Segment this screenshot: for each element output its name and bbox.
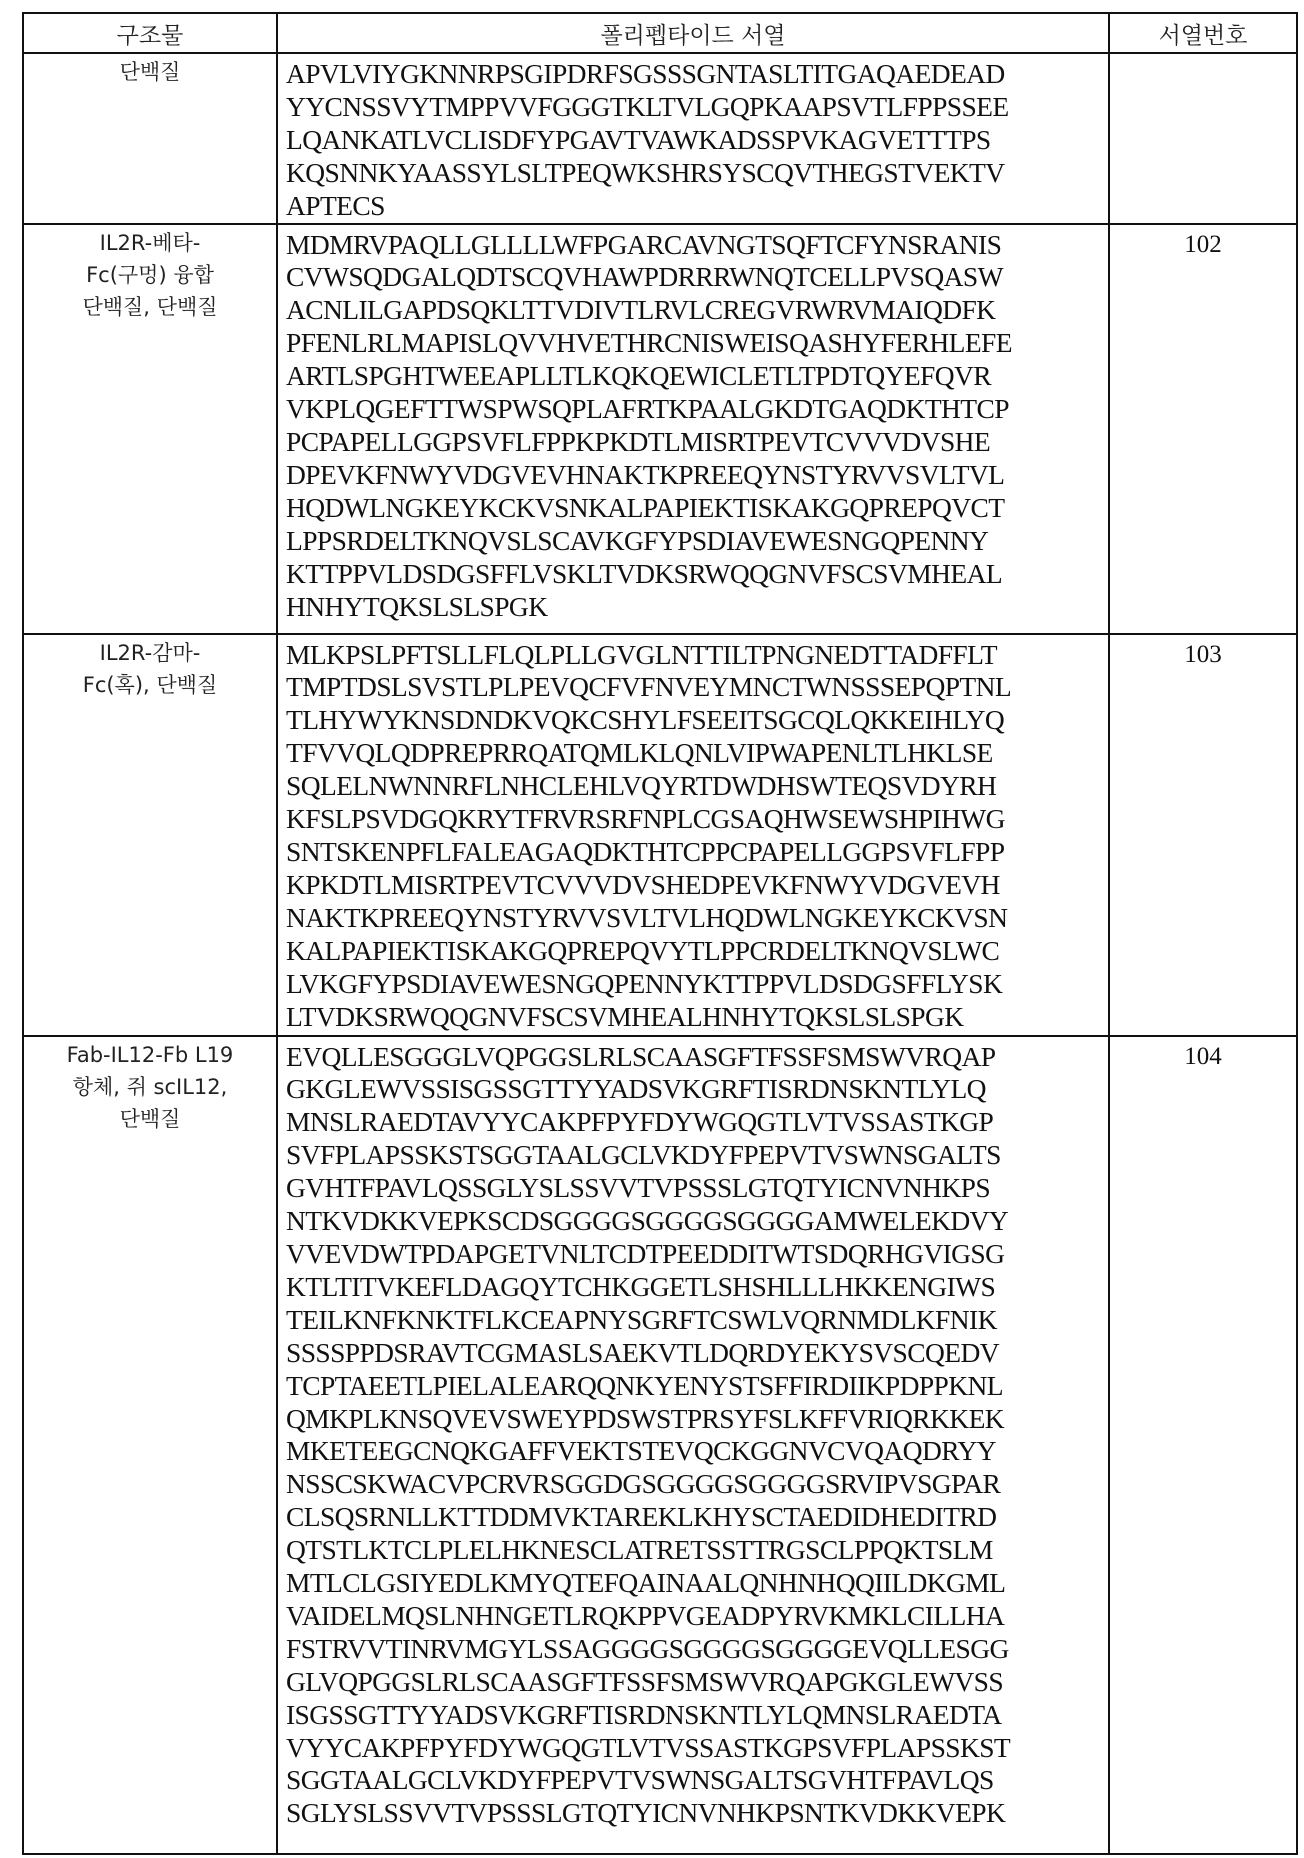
sequence-line: EVQLLESGGGLVQPGGSLRLSCAASGFTFSSFSMSWVRQAP <box>286 1041 1108 1074</box>
sequence-line: QTSTLKTCLPLELHKNESCLATRETSSTTRGSCLPPQKTSLM <box>286 1534 1108 1567</box>
sequence-line: VYYCAKPFPYFDYWGQGTLVTVSSASTKGPSVFPLAPSSKST <box>286 1732 1108 1765</box>
sequence-line: ISGSSGTTYYADSVKGRFTISRDNSKNTLYLQMNSLRAEDTA <box>286 1699 1108 1732</box>
sequence-line: TMPTDSLSVSTLPLPEVQCFVFNVEYMNCTWNSSSEPQPTNL <box>286 671 1108 704</box>
sequence-line: MNSLRAEDTAVYYCAKPFPYFDYWGQGTLVTVSSASTKGP <box>286 1106 1108 1139</box>
sequence-line: CVWSQDGALQDTSCQVHAWPDRRRWNQTCELLPVSQASW <box>286 261 1108 294</box>
construct-name-line: Fc(구멍) 융합 <box>24 259 276 291</box>
construct-name <box>23 634 277 1036</box>
polypeptide-sequence <box>277 1036 1109 1854</box>
sequence-line: FSTRVVTINRVMGYLSSAGGGGSGGGGSGGGGEVQLLESGG <box>286 1633 1108 1666</box>
sequence-line: QMKPLKNSQVEVSWEYPDSWSTPRSYFSLKFFVRIQRKKEK <box>286 1403 1108 1436</box>
polypeptide-sequence <box>277 634 1109 1036</box>
sequence-line: TLHYWYKNSDNDKVQKCSHYLFSEEITSGCQLQKKEIHLYQ <box>286 704 1108 737</box>
sequence-line: ACNLILGAPDSQKLTTVDIVTLRVLCREGVRWRVMAIQDFK <box>286 294 1108 327</box>
construct-name-line: 단백질 <box>24 56 276 88</box>
construct-name-line: Fc(혹), 단백질 <box>24 669 276 701</box>
sequence-line: KTTPPVLDSDGSFFLVSKLTVDKSRWQQGNVFSCSVMHEAL <box>286 558 1108 591</box>
sequence-line: NAKTKPREEQYNSTYRVVSVLTVLHQDWLNGKEYKCKVSN <box>286 902 1108 935</box>
sequence-line: NSSCSKWACVPCRVRSGGDGSGGGGSGGGGSRVIPVSGPAR <box>286 1468 1108 1501</box>
table-row <box>23 53 1297 224</box>
sequence-line: PFENLRLMAPISLQVVHVETHRCNISWEISQASHYFERHLEFE <box>286 327 1108 360</box>
sequence-line: MTLCLGSIYEDLKMYQTEFQAINAALQNHNHQQIILDKGML <box>286 1567 1108 1600</box>
sequence-line: APVLVIYGKNNRPSGIPDRFSGSSSGNTASLTITGAQAEDEAD <box>286 58 1108 91</box>
table-header-row <box>23 13 1297 53</box>
table-row <box>23 224 1297 634</box>
construct-name <box>23 53 277 224</box>
construct-name <box>23 1036 277 1854</box>
sequence-line: SNTSKENPFLFALEAGAQDKTHTCPPCPAPELLGGPSVFLFPP <box>286 836 1108 869</box>
sequence-line: GKGLEWVSSISGSSGTTYYADSVKGRFTISRDNSKNTLYLQ <box>286 1073 1108 1106</box>
construct-name-line: Fab-IL12-Fb L19 <box>24 1039 276 1071</box>
header-sequence: 폴리펩타이드 서열 <box>277 13 1109 53</box>
construct-name-line: IL2R-베타- <box>24 227 276 259</box>
sequence-line: MKETEEGCNQKGAFFVEKTSTEVQCKGGNVCVQAQDRYY <box>286 1435 1108 1468</box>
sequence-line: TFVVQLQDPREPRRQATQMLKLQNLVIPWAPENLTLHKLSE <box>286 737 1108 770</box>
sequence-line: APTECS <box>286 190 1108 223</box>
sequence-table <box>22 12 1298 1855</box>
sequence-line: KQSNNKYAASSYLSLTPEQWKSHRSYSCQVTHEGSTVEKTV <box>286 157 1108 190</box>
sequence-line: YYCNSSVYTMPPVVFGGGTKLTVLGQPKAAPSVTLFPPSSEE <box>286 91 1108 124</box>
sequence-line: SGLYSLSSVVTVPSSSLGTQTYICNVNHKPSNTKVDKKVEPK <box>286 1797 1108 1830</box>
sequence-line: SGGTAALGCLVKDYFPEPVTVSWNSGALTSGVHTFPAVLQS <box>286 1764 1108 1797</box>
sequence-line: LPPSRDELTKNQVSLSCAVKGFYPSDIAVEWESNGQPENNY <box>286 525 1108 558</box>
seq-id-number: 104 <box>1109 1036 1297 1854</box>
sequence-line: MLKPSLPFTSLLFLQLPLLGVGLNTTILTPNGNEDTTADFFLT <box>286 639 1108 672</box>
sequence-line: SQLELNWNNRFLNHCLEHLVQYRTDWDHSWTEQSVDYRH <box>286 770 1108 803</box>
sequence-line: HQDWLNGKEYKCKVSNKALPAPIEKTISKAKGQPREPQVCT <box>286 492 1108 525</box>
sequence-line: GLVQPGGSLRLSCAASGFTFSSFSMSWVRQAPGKGLEWVSS <box>286 1666 1108 1699</box>
table-row <box>23 1036 1297 1854</box>
header-seq-id: 서열번호 <box>1109 13 1297 53</box>
sequence-line: DPEVKFNWYVDGVEVHNAKTKPREEQYNSTYRVVSVLTVL <box>286 459 1108 492</box>
sequence-line: VAIDELMQSLNHNGETLRQKPPVGEADPYRVKMKLCILLHA <box>286 1600 1108 1633</box>
sequence-line: MDMRVPAQLLGLLLLWFPGARCAVNGTSQFTCFYNSRANIS <box>286 229 1108 262</box>
header-construct: 구조물 <box>23 13 277 53</box>
sequence-line: VKPLQGEFTTWSPWSQPLAFRTKPAALGKDTGAQDKTHTCP <box>286 393 1108 426</box>
sequence-line: TEILKNFKNKTFLKCEAPNYSGRFTCSWLVQRNMDLKFNIK <box>286 1304 1108 1337</box>
sequence-line: VVEVDWTPDAPGETVNLTCDTPEEDDITWTSDQRHGVIGSG <box>286 1238 1108 1271</box>
construct-name-line: IL2R-감마- <box>24 637 276 669</box>
sequence-line: CLSQSRNLLKTTDDMVKTAREKLKHYSCTAEDIDHEDITRD <box>286 1501 1108 1534</box>
sequence-line: SVFPLAPSSKSTSGGTAALGCLVKDYFPEPVTVSWNSGALTS <box>286 1139 1108 1172</box>
sequence-line: KALPAPIEKTISKAKGQPREPQVYTLPPCRDELTKNQVSLWC <box>286 935 1108 968</box>
sequence-line: NTKVDKKVEPKSCDSGGGGSGGGGSGGGGAMWELEKDVY <box>286 1205 1108 1238</box>
sequence-line: HNHYTQKSLSLSPGK <box>286 591 1108 624</box>
polypeptide-sequence <box>277 53 1109 224</box>
sequence-line: KFSLPSVDGQKRYTFRVRSRFNPLCGSAQHWSEWSHPIHWG <box>286 803 1108 836</box>
table-row <box>23 634 1297 1036</box>
sequence-line: SSSSPPDSRAVTCGMASLSAEKVTLDQRDYEKYSVSCQEDV <box>286 1337 1108 1370</box>
sequence-line: KPKDTLMISRTPEVTCVVVDVSHEDPEVKFNWYVDGVEVH <box>286 869 1108 902</box>
sequence-line: LVKGFYPSDIAVEWESNGQPENNYKTTPPVLDSDGSFFLYSK <box>286 968 1108 1001</box>
seq-id-number: 103 <box>1109 634 1297 1036</box>
sequence-line: LQANKATLVCLISDFYPGAVTVAWKADSSPVKAGVETTTPS <box>286 124 1108 157</box>
construct-name <box>23 224 277 634</box>
sequence-line: ARTLSPGHTWEEAPLLTLKQKQEWICLETLTPDTQYEFQVR <box>286 360 1108 393</box>
sequence-line: PCPAPELLGGPSVFLFPPKPKDTLMISRTPEVTCVVVDVSHE <box>286 426 1108 459</box>
seq-id-number: 102 <box>1109 224 1297 634</box>
sequence-line: TCPTAEETLPIELALEARQQNKYENYSTSFFIRDIIKPDPPKNL <box>286 1370 1108 1403</box>
sequence-line: GVHTFPAVLQSSGLYSLSSVVTVPSSSLGTQTYICNVNHKPS <box>286 1172 1108 1205</box>
sequence-line: KTLTITVKEFLDAGQYTCHKGGETLSHSHLLLHKKENGIWS <box>286 1271 1108 1304</box>
sequence-line: LTVDKSRWQQGNVFSCSVMHEALHNHYTQKSLSLSPGK <box>286 1001 1108 1034</box>
construct-name-line: 단백질 <box>24 1103 276 1135</box>
polypeptide-sequence <box>277 224 1109 634</box>
construct-name-line: 항체, 쥐 scIL12, <box>24 1071 276 1103</box>
seq-id-number <box>1109 53 1297 224</box>
construct-name-line: 단백질, 단백질 <box>24 291 276 323</box>
